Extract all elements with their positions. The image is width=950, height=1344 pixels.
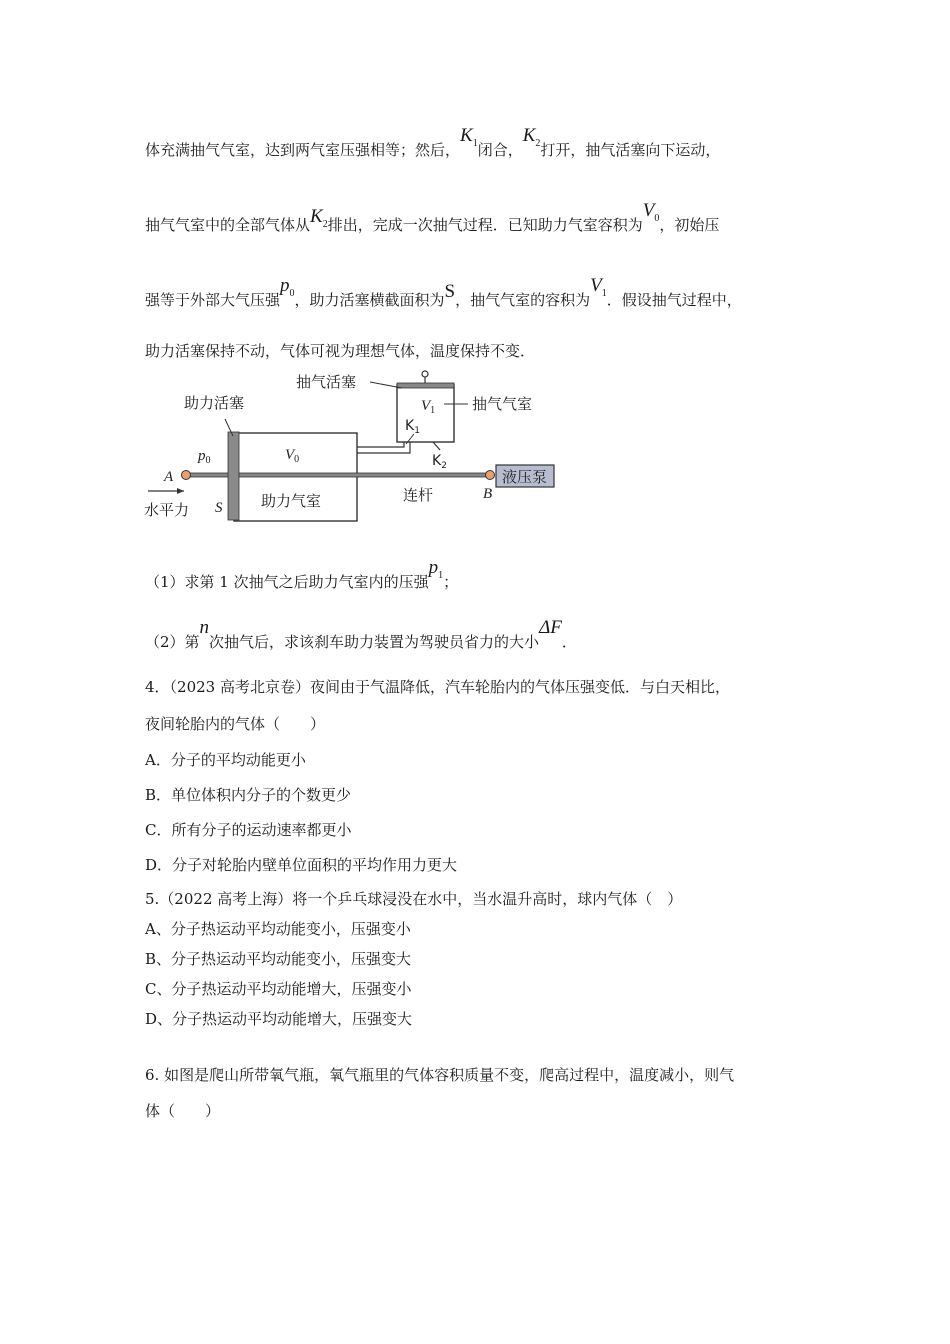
label-hydraulic-pump: 液压泵 (502, 468, 548, 486)
math-v1: $V_1$ (590, 275, 607, 299)
q5-option-a: A、分子热运动平均动能变小，压强变小 (145, 920, 411, 938)
q5-option-c: C、分子热运动平均动能增大，压强变小 (145, 980, 412, 998)
booster-piston (228, 432, 239, 520)
label-rod: 连杆 (403, 486, 434, 504)
point-b (486, 471, 495, 480)
q4-option-d: D．分子对轮胎内壁单位面积的平均作用力更大 (145, 856, 458, 874)
brake-booster-diagram (140, 366, 570, 526)
q5-option-b: B、分子热运动平均动能变小，压强变大 (145, 950, 412, 968)
math-v0: $V_0$ (642, 200, 660, 224)
math-s: S (444, 281, 456, 302)
q4-option-c: C．所有分子的运动速率都更小 (145, 821, 352, 839)
point-a (182, 471, 191, 480)
paragraph-line-4: 助力活塞保持不动，气体可视为理想气体，温度保持不变． (145, 342, 536, 360)
pump-piston (397, 383, 454, 388)
label-pump-chamber: 抽气气室 (472, 395, 533, 413)
q5-option-d: D、分子热运动平均动能增大，压强变大 (145, 1010, 413, 1028)
part-1: （1）求第 1 次抽气之后助力气室内的压强$p_1$； (145, 557, 459, 591)
math-p1: $p_1$ (428, 557, 444, 581)
label-pump-piston: 抽气活塞 (296, 373, 357, 391)
q4-option-b: B．单位体积内分子的个数更少 (145, 786, 352, 804)
pump-piston-knob (422, 371, 428, 377)
math-delta-f: ΔF (539, 617, 562, 638)
label-k1: $K_1$ (405, 418, 420, 436)
paragraph-line-1: 体充满抽气气室，达到两气室压强相等；然后，$K_1$闭合，$K_2$打开，抽气活塞向下运动， (145, 125, 721, 159)
math-n: n (199, 617, 210, 638)
label-horizontal-force: 水平力 (144, 501, 190, 519)
label-k2: $K_2$ (432, 453, 447, 471)
label-s: S (215, 500, 223, 516)
connecting-pipe (357, 442, 410, 453)
q4-option-a: A．分子的平均动能更小 (145, 751, 306, 769)
math-k1: $K_1$ (460, 125, 478, 149)
valve-k2-line (433, 442, 440, 450)
math-p0: $p_0$ (280, 275, 295, 299)
paragraph-line-2: 抽气气室中的全部气体从$K_2$排出，完成一次抽气过程．已知助力气室容积为$V_0$，初始压 (145, 200, 720, 234)
q6-stem-1: 6. 如图是爬山所带氧气瓶，氧气瓶里的气体容积质量不变，爬高过程中，温度减小，则气 (145, 1066, 735, 1084)
q4-stem-2: 夜间轮胎内的气体（ ） (145, 715, 326, 733)
force-arrowhead (177, 488, 184, 494)
label-booster-piston: 助力活塞 (184, 394, 245, 412)
label-a: A (164, 469, 174, 485)
paragraph-line-3: 强等于外部大气压强$p_0$，助力活塞横截面积为S，抽气气室的容积为$V_1$．假设抽气过程中， (145, 275, 742, 309)
label-p0: $p_0$ (198, 448, 211, 466)
math-k2-b: $K_2$ (310, 206, 328, 230)
q4-stem-1: 4．（2023 高考北京卷）夜间由于气温降低，汽车轮胎内的气体压强变低．与白天相比， (145, 678, 730, 696)
part-2: （2）第n次抽气后，求该刹车助力装置为驾驶员省力的大小ΔF． (145, 617, 577, 651)
q5-stem: 5.（2022 高考上海）将一个乒乓球浸没在水中，当水温升高时，球内气体（ ） (145, 890, 683, 908)
math-k2: $K_2$ (522, 125, 541, 149)
label-booster-chamber: 助力气室 (261, 492, 322, 510)
label-v0: $V_0$ (285, 447, 300, 465)
label-b: B (483, 486, 493, 502)
label-v1: $V_1$ (421, 398, 436, 416)
q6-stem-2: 体（ ） (145, 1102, 221, 1120)
